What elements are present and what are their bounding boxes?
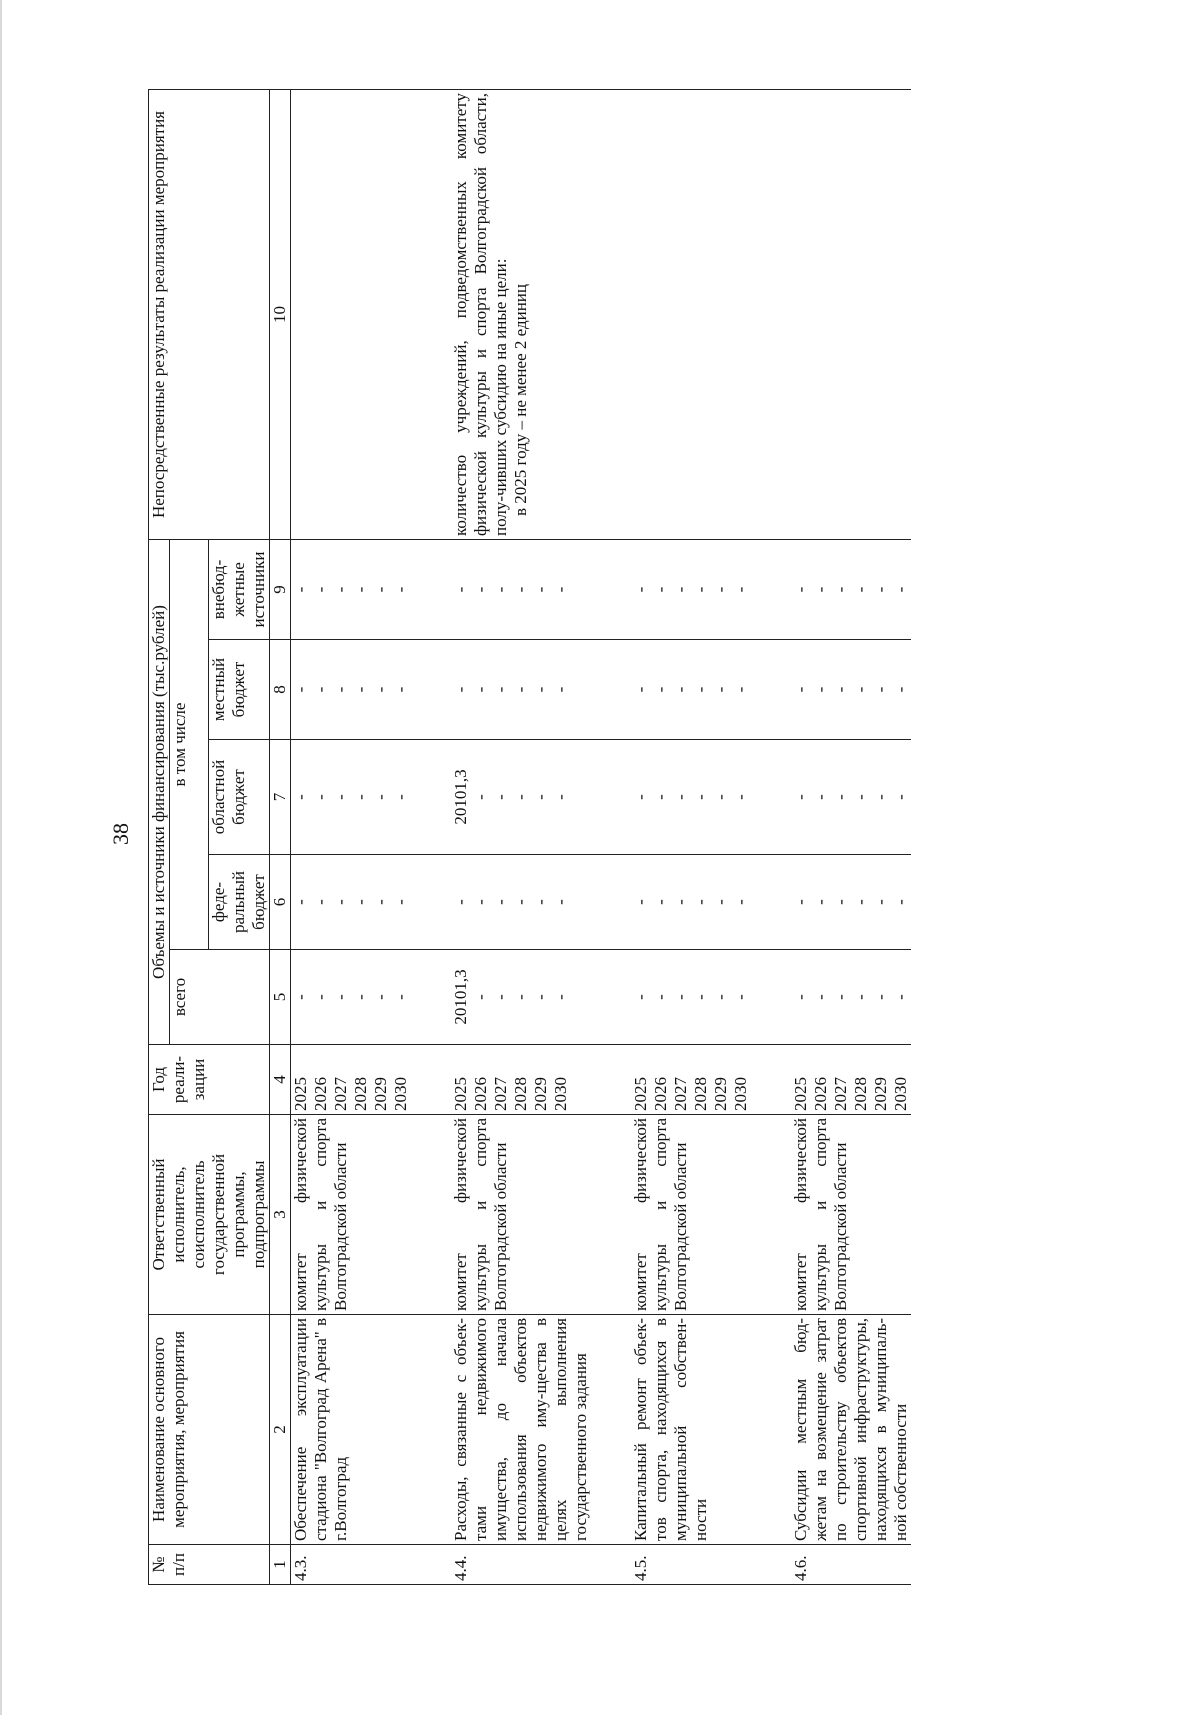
total-value: - [831,994,850,1000]
spacer-cell [411,540,451,640]
row-total [631,950,751,1045]
regional-value: - [491,794,510,800]
regional-value: - [891,794,910,800]
local-value: - [791,686,810,693]
year-value: 2025 [631,1077,650,1111]
regional-value: - [471,794,490,800]
local-value: - [471,686,490,693]
spacer-cell [411,740,451,855]
total-value: - [291,994,310,1000]
extra-value: - [451,586,470,593]
year-value: 2028 [351,1077,370,1111]
total-value: - [491,994,510,1000]
extra-value: - [731,586,750,593]
table-row [791,90,911,1585]
regional-value: - [791,794,810,800]
extra-value: - [551,586,570,593]
program-table [148,89,911,1585]
year-value: 2025 [291,1077,310,1111]
row-federal [451,855,591,950]
federal-value: - [731,899,750,905]
total-value: - [371,994,390,1000]
local-value: - [891,686,910,693]
col-number: 9 [270,540,291,640]
col-number: 4 [270,1045,291,1115]
year-value: 2029 [371,1077,390,1111]
regional-value: - [731,794,750,800]
year-value: 2030 [731,1077,750,1111]
local-value: - [331,686,350,693]
extra-value: - [671,586,690,593]
spacer-cell [411,1545,451,1585]
header-incl: в том числе [170,540,209,950]
federal-value: - [551,899,570,905]
regional-value: - [531,794,550,800]
table-row [291,90,412,1585]
regional-value: - [871,794,890,800]
year-value: 2030 [551,1077,570,1111]
spacer-cell [751,90,791,540]
total-value: - [631,994,650,1000]
year-value: 2028 [511,1077,530,1111]
spacer-cell [591,740,631,855]
regional-value: - [351,794,370,800]
spacer-cell [591,950,631,1045]
year-value: 2027 [671,1077,690,1111]
row-executor: комитет физической культуры и спорта Волгоградской области [791,1115,911,1315]
extra-value: - [651,586,670,593]
spacer-cell [751,1115,791,1315]
row-total [451,950,591,1045]
row-name: Капитальный ремонт объек-тов спорта, находящихся в муниципальной собствен-ности [631,1315,751,1545]
extra-value: - [471,586,490,593]
spacer-cell [411,90,451,540]
federal-value: - [871,899,890,905]
total-value: - [811,994,830,1000]
header-total: всего [170,950,270,1045]
row-executor: комитет физической культуры и спорта Волгоградской области [291,1115,412,1315]
row-number: 4.6. [791,1545,911,1585]
header-year: Год реали-зации [149,1045,270,1115]
local-value: - [371,686,390,693]
regional-value: - [551,794,570,800]
local-value: - [311,686,330,693]
row-federal [631,855,751,950]
federal-value: - [291,899,310,905]
local-value: - [711,686,730,693]
col-number: 2 [270,1315,291,1545]
federal-value: - [511,899,530,905]
total-value: - [551,994,570,1000]
col-number: 6 [270,855,291,950]
header-extra: внебюд-жетные источники [209,540,270,640]
extra-value: - [511,586,530,593]
rotated-page [148,90,1048,1585]
spacer-cell [591,90,631,540]
extra-value: - [811,586,830,593]
local-value: - [811,686,830,693]
federal-value: - [651,899,670,905]
total-value: - [851,994,870,1000]
regional-value: - [651,794,670,800]
row-local [631,640,751,740]
spacer-cell [751,640,791,740]
header-executor: Ответственный исполнитель, соисполнитель государственной программы, подпрограммы [149,1115,270,1315]
total-value: - [711,994,730,1000]
row-name: Расходы, связанные с объек-тами недвижимого имущества, до начала использования объектов недвижимого иму-щества в целях выполнения государственного задания [451,1315,591,1545]
row-number: 4.4. [451,1545,591,1585]
spacer-cell [591,1115,631,1315]
spacer-cell [411,950,451,1045]
local-value: - [291,686,310,693]
year-value: 2029 [711,1077,730,1111]
row-result [451,90,591,540]
regional-value: - [671,794,690,800]
regional-value: 20101,3 [451,769,470,825]
row-years [451,1045,591,1115]
local-value: - [491,686,510,693]
spacer-cell [751,950,791,1045]
regional-value: - [631,794,650,800]
spacer-cell [751,1045,791,1115]
year-value: 2029 [871,1077,890,1111]
result-extra-text: в 2025 году – не менее 2 единиц [511,284,530,516]
total-value: - [731,994,750,1000]
extra-value: - [711,586,730,593]
column-numbers-row [270,90,291,1585]
local-value: - [871,686,890,693]
total-value: - [691,994,710,1000]
header-regional: областной бюджет [209,740,270,855]
col-number: 5 [270,950,291,1045]
row-federal [791,855,911,950]
federal-value: - [351,899,370,905]
local-value: - [551,686,570,693]
extra-value: - [531,586,550,593]
col-number: 8 [270,640,291,740]
row-result [791,90,911,540]
spacer-cell [751,1545,791,1585]
row-local [291,640,412,740]
extra-value: - [631,586,650,593]
local-value: - [511,686,530,693]
result-text: количество учреждений, подведомственных комитету физической культуры и спорта Волгоградской области, полу-чивших субсидию на иные цели: [451,93,510,536]
spacer-cell [591,1545,631,1585]
year-value: 2025 [791,1077,810,1111]
col-number: 7 [270,740,291,855]
federal-value: - [791,899,810,905]
year-value: 2028 [691,1077,710,1111]
row-regional [791,740,911,855]
row-regional [451,740,591,855]
regional-value: - [811,794,830,800]
spacer-cell [751,1315,791,1545]
year-value: 2026 [311,1077,330,1111]
extra-value: - [851,586,870,593]
total-value: - [871,994,890,1000]
local-value: - [391,686,410,693]
federal-value: - [451,899,470,905]
year-value: 2026 [651,1077,670,1111]
federal-value: - [891,899,910,905]
year-value: 2027 [331,1077,350,1111]
year-value: 2030 [391,1077,410,1111]
extra-value: - [391,586,410,593]
extra-value: - [331,586,350,593]
spacer-cell [411,1315,451,1545]
row-total [291,950,412,1045]
table-row [631,90,751,1585]
year-value: 2025 [451,1077,470,1111]
row-years [631,1045,751,1115]
extra-value: - [791,586,810,593]
spacer-cell [591,855,631,950]
row-number: 4.5. [631,1545,751,1585]
federal-value: - [371,899,390,905]
federal-value: - [631,899,650,905]
header-num: № п/п [149,1545,270,1585]
regional-value: - [391,794,410,800]
row-local [451,640,591,740]
total-value: - [511,994,530,1000]
federal-value: - [831,899,850,905]
total-value: 20101,3 [451,969,470,1025]
spacer-cell [411,1045,451,1115]
spacer-cell [591,640,631,740]
row-local [791,640,911,740]
federal-value: - [491,899,510,905]
local-value: - [851,686,870,693]
regional-value: - [331,794,350,800]
total-value: - [671,994,690,1000]
federal-value: - [471,899,490,905]
row-executor: комитет физической культуры и спорта Волгоградской области [631,1115,751,1315]
regional-value: - [851,794,870,800]
total-value: - [351,994,370,1000]
federal-value: - [811,899,830,905]
row-years [791,1045,911,1115]
spacer-cell [751,740,791,855]
federal-value: - [691,899,710,905]
year-value: 2027 [831,1077,850,1111]
row-spacer [751,90,791,1585]
regional-value: - [831,794,850,800]
year-value: 2026 [471,1077,490,1111]
row-federal [291,855,412,950]
table-body [291,90,912,1585]
spacer-cell [751,855,791,950]
header-local: местный бюджет [209,640,270,740]
extra-value: - [291,586,310,593]
row-executor: комитет физической культуры и спорта Волгоградской области [451,1115,591,1315]
federal-value: - [331,899,350,905]
extra-value: - [351,586,370,593]
row-result [291,90,412,540]
local-value: - [651,686,670,693]
federal-value: - [851,899,870,905]
extra-value: - [311,586,330,593]
federal-value: - [671,899,690,905]
extra-value: - [491,586,510,593]
row-spacer [591,90,631,1585]
total-value: - [311,994,330,1000]
spacer-cell [591,540,631,640]
header-name: Наименование основного мероприятия, мероприятия [149,1315,270,1545]
header-funding: Объемы и источники финансирования (тыс.рублей) [149,540,170,1045]
col-number: 10 [270,90,291,540]
regional-value: - [371,794,390,800]
row-regional [631,740,751,855]
local-value: - [631,686,650,693]
federal-value: - [311,899,330,905]
scan-edge [0,0,2,1715]
year-value: 2028 [851,1077,870,1111]
local-value: - [451,686,470,693]
year-value: 2030 [891,1077,910,1111]
local-value: - [671,686,690,693]
row-name: Субсидии местным бюд-жетам на возмещение затрат по строительству объектов спортивной инфраструктуры, находящихся в муниципаль-ной собственности [791,1315,911,1545]
table-row [451,90,591,1585]
total-value: - [891,994,910,1000]
row-extra [451,540,591,640]
local-value: - [731,686,750,693]
extra-value: - [691,586,710,593]
local-value: - [531,686,550,693]
row-number: 4.3. [291,1545,412,1585]
local-value: - [691,686,710,693]
federal-value: - [711,899,730,905]
local-value: - [831,686,850,693]
year-value: 2029 [531,1077,550,1111]
spacer-cell [411,855,451,950]
extra-value: - [871,586,890,593]
regional-value: - [291,794,310,800]
regional-value: - [511,794,530,800]
row-result [631,90,751,540]
row-total [791,950,911,1045]
spacer-cell [591,1315,631,1545]
total-value: - [791,994,810,1000]
row-extra [291,540,412,640]
page-number: 38 [108,823,133,845]
row-years [291,1045,412,1115]
total-value: - [471,994,490,1000]
col-number: 3 [270,1115,291,1315]
regional-value: - [711,794,730,800]
extra-value: - [891,586,910,593]
spacer-cell [411,640,451,740]
spacer-cell [591,1045,631,1115]
row-regional [291,740,412,855]
regional-value: - [691,794,710,800]
col-number: 1 [270,1545,291,1585]
spacer-cell [411,1115,451,1315]
total-value: - [391,994,410,1000]
year-value: 2027 [491,1077,510,1111]
row-extra [631,540,751,640]
row-extra [791,540,911,640]
total-value: - [531,994,550,1000]
extra-value: - [831,586,850,593]
total-value: - [651,994,670,1000]
federal-value: - [391,899,410,905]
regional-value: - [311,794,330,800]
header-federal: феде-ральный бюджет [209,855,270,950]
total-value: - [331,994,350,1000]
federal-value: - [531,899,550,905]
local-value: - [351,686,370,693]
table-header [149,90,291,1585]
year-value: 2026 [811,1077,830,1111]
extra-value: - [371,586,390,593]
row-name: Обеспечение эксплуатации стадиона "Волгоград Арена" в г.Волгоград [291,1315,412,1545]
row-spacer [411,90,451,1585]
header-result: Непосредственные результаты реализации мероприятия [149,90,270,540]
spacer-cell [751,540,791,640]
